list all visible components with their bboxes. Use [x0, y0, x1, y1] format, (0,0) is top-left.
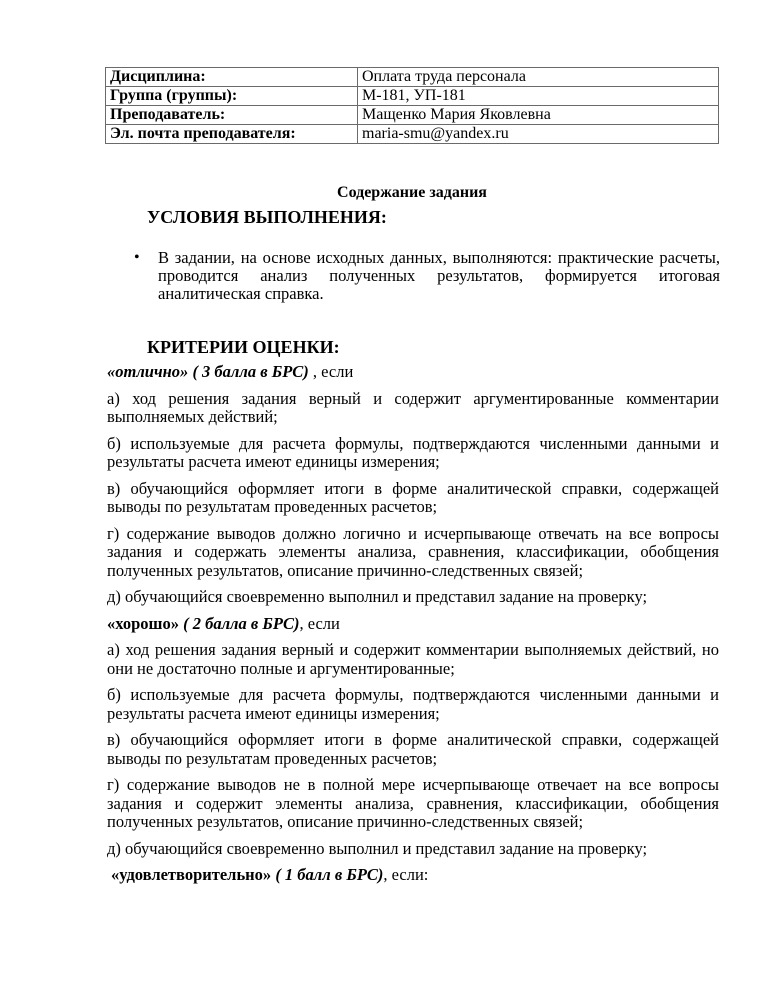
criterion-item: г) содержание выводов не в полной мере исчерпывающе отвечает на все вопросы задания и содержит элементы анализа, сравнения, классификации, обобщения полученных результатов, описание причинно-следственных связей; [107, 775, 719, 831]
grade-suffix: , если [308, 362, 354, 381]
grade-good-header [107, 615, 719, 634]
table-row [106, 87, 719, 106]
course-info-table [105, 67, 719, 144]
criterion-item: б) используемые для расчета формулы, подтверждаются численными данными и результаты расчета имеют единицы измерения; [107, 685, 719, 723]
teacher-value: Мащенко Мария Яковлевна [358, 106, 719, 125]
criterion-item: б) используемые для расчета формулы, подтверждаются численными данными и результаты расчета имеют единицы измерения; [107, 433, 719, 471]
group-value: М-181, УП-181 [358, 87, 719, 106]
grade-name: «отлично» [107, 362, 189, 381]
table-row [106, 68, 719, 87]
criteria-heading: КРИТЕРИИ ОЦЕНКИ: [147, 337, 340, 357]
grade-points: ( 2 балла в БРС) [178, 613, 300, 633]
criterion-item: д) обучающийся своевременно выполнил и представил задание на проверку; [107, 587, 648, 606]
criterion-item: д) обучающийся своевременно выполнил и представил задание на проверку; [107, 838, 648, 858]
grade-name: «хорошо» [107, 613, 179, 633]
email-value: maria-smu@yandex.ru [358, 125, 719, 144]
content-title: Содержание задания [337, 184, 487, 201]
grade-points: ( 3 балла в БРС) [188, 362, 309, 381]
criterion-item: а) ход решения задания верный и содержит аргументированные комментарии выполняемых действий; [107, 388, 719, 426]
grade-satisfactory-header [107, 866, 719, 885]
conditions-item: В задании, на основе исходных данных, выполняются: практические расчеты, проводится анализ полученных результатов, формируется итоговая аналитическая справка. [158, 248, 720, 303]
criteria-section [107, 363, 719, 893]
table-row [106, 125, 719, 144]
grade-suffix: , если [299, 613, 340, 633]
criterion-item: г) содержание выводов должно логично и исчерпывающе отвечать на все вопросы задания и содержать элементы анализа, сравнения, классификации, обобщения полученных результатов, описание причинно-следственных связей; [107, 523, 719, 580]
conditions-list [130, 249, 720, 303]
bullet-icon: • [134, 249, 140, 266]
criterion-item: а) ход решения задания верный и содержит комментарии выполняемых действий, но они не достаточно полные и аргументированные; [107, 640, 719, 678]
conditions-heading: УСЛОВИЯ ВЫПОЛНЕНИЯ: [147, 207, 387, 227]
discipline-value: Оплата труда персонала [358, 68, 719, 87]
table-row [106, 106, 719, 125]
group-label: Группа (группы): [106, 87, 358, 106]
grade-suffix: , если: [383, 865, 429, 884]
criterion-item: в) обучающийся оформляет итоги в форме аналитической справки, содержащей выводы по результатам проведенных расчетов; [107, 730, 719, 768]
criterion-item: в) обучающийся оформляет итоги в форме аналитической справки, содержащей выводы по результатам проведенных расчетов; [107, 478, 719, 516]
discipline-label: Дисциплина: [106, 68, 358, 87]
grade-name: «удовлетворительно» [111, 865, 272, 884]
email-label: Эл. почта преподавателя: [106, 125, 358, 144]
teacher-label: Преподаватель: [106, 106, 358, 125]
grade-points: ( 1 балл в БРС) [271, 865, 384, 884]
grade-excellent-header [107, 363, 719, 382]
